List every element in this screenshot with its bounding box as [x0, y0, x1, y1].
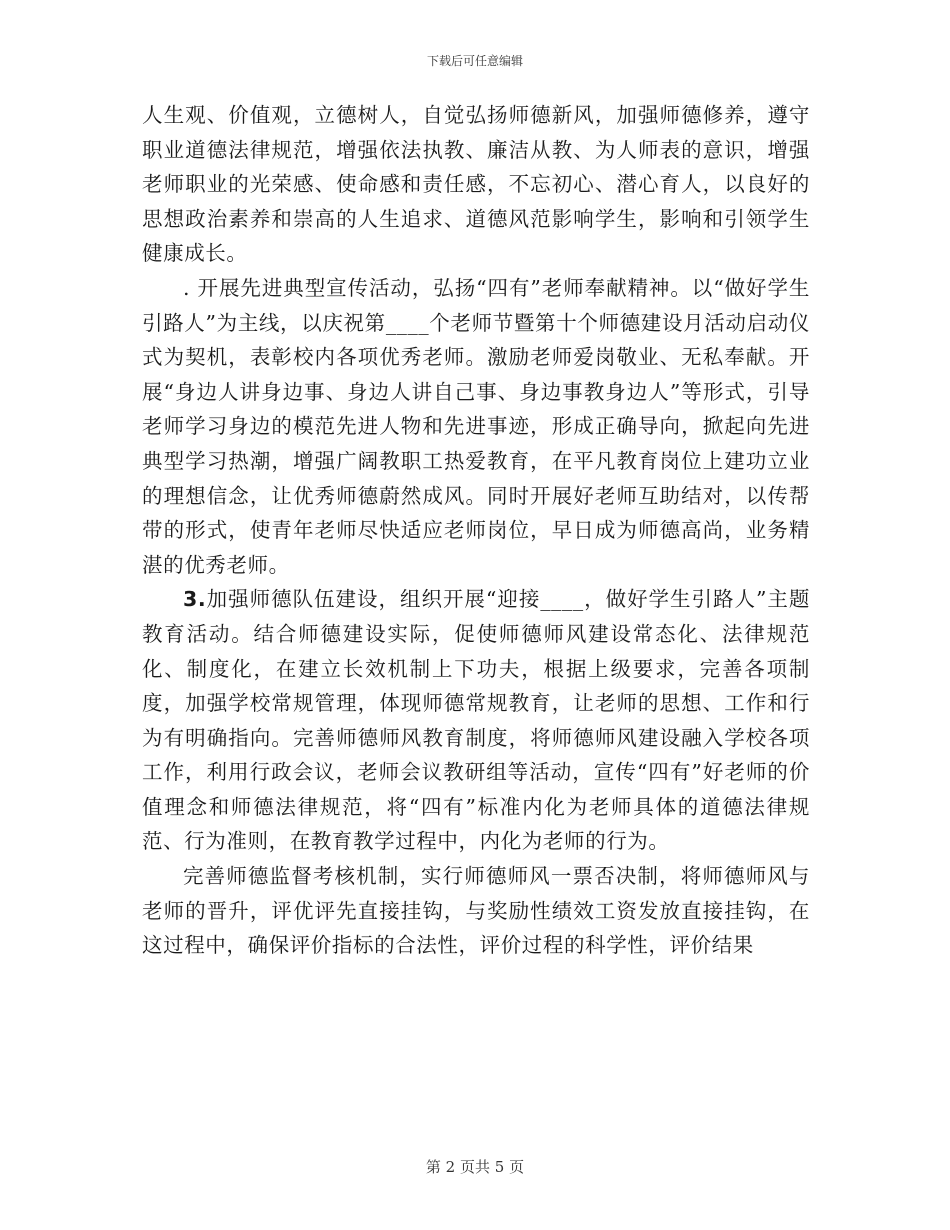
paragraph-4: [142, 859, 810, 963]
paragraph-4-text: 完善师德监督考核机制，实行师德师风一票否决制，将师德师风与老师的晋升，评优评先直接挂钩，与奖励性绩效工资发放直接挂钩，在这过程中，确保评价指标的合法性，评价过程的科学性，评价结果: [142, 864, 810, 958]
paragraph-2-text: . 开展先进典型宣传活动，弘扬“四有”老师奉献精神。以“做好学生引路人”为主线，以庆祝第____个老师节暨第十个师德建设月活动启动仪式为契机，表彰校内各项优秀老师。激励老师爱岗敬业、无私奉献。开展“身边人讲身边事、身边人讲自己事、身边事教身边人”等形式，引导老师学习身边的模范先进人物和先进事迹，形成正确导向，掀起向先进典型学习热潮，增强广阔教职工热爱教育，在平凡教育岗位上建功立业的理想信念，让优秀师德蔚然成风。同时开展好老师互助结对，以传帮带的形式，使青年老师尽快适应老师岗位，早日成为师德高尚，业务精湛的优秀老师。: [142, 275, 810, 577]
paragraph-1-text: 人生观、价值观，立德树人，自觉弘扬师德新风，加强师德修养，遵守职业道德法律规范，增强依法执教、廉洁从教、为人师表的意识，增强老师职业的光荣感、使命感和责任感，不忘初心、潜心育人，以良好的思想政治素养和崇高的人生追求、道德风范影响学生，影响和引领学生健康成长。: [142, 103, 810, 266]
paragraph-1: [142, 98, 810, 271]
page-footer-number: 第 2 页共 5 页: [425, 1158, 525, 1176]
page-header-note: 下载后可任意编辑: [426, 54, 523, 68]
paragraph-2: [142, 271, 810, 582]
document-body: [142, 98, 810, 963]
paragraph-3-text: 加强师德队伍建设，组织开展“迎接____，做好学生引路人”主题教育活动。结合师德建设实际，促使师德师风建设常态化、法律规范化、制度化，在建立长效机制上下功夫，根据上级要求，完善各项制度，加强学校常规管理，体现师德常规教育，让老师的思想、工作和行为有明确指向。完善师德师风教育制度，将师德师风建设融入学校各项工作，利用行政会议，老师会议教研组等活动，宣传“四有”好老师的价值理念和师德法律规范，将“四有”标准内化为老师具体的道德法律规范、行为准则，在教育教学过程中，内化为老师的行为。: [142, 587, 810, 854]
paragraph-3-number: 3.: [183, 587, 207, 612]
paragraph-3: [142, 582, 810, 859]
